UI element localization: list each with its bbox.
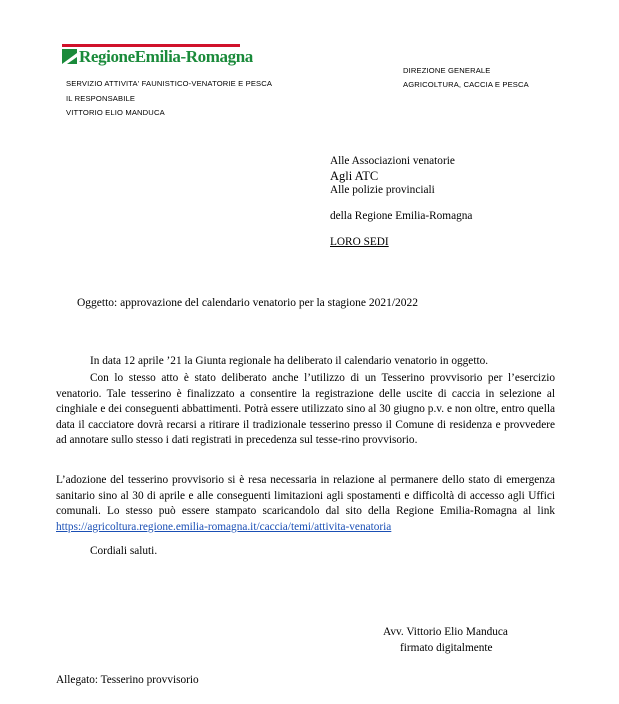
- region-logo-icon: [62, 49, 77, 64]
- header-right-line-1: DIREZIONE GENERALE: [403, 66, 491, 75]
- subject-line: Oggetto: approvazione del calendario venatorio per la stagione 2021/2022: [77, 297, 419, 309]
- header-left-line-1: SERVIZIO ATTIVITA' FAUNISTICO-VENATORIE E PESCA: [66, 79, 273, 88]
- recipient-line-4: della Regione Emilia-Romagna: [330, 210, 473, 222]
- signature-name: Avv. Vittorio Elio Manduca: [383, 626, 508, 638]
- closing-greeting: Cordiali saluti.: [90, 545, 158, 557]
- attachment-line: Allegato: Tesserino provvisorio: [56, 674, 199, 686]
- body-paragraph-3: [56, 473, 555, 535]
- signature-note: firmato digitalmente: [400, 642, 493, 654]
- recipient-line-2: Agli ATC: [330, 169, 379, 183]
- header-left-line-3: VITTORIO ELIO MANDUCA: [66, 108, 165, 117]
- region-logo-text: RegioneEmilia-Romagna: [79, 47, 253, 66]
- body-paragraph-3-text: L’adozione del tesserino provvisorio si è resa necessaria in relazione al permanere dello stato di emergenza sanitario sino al 30 di aprile e alle conseguenti limitazioni agli spostamenti e difficoltà di accesso agli Uffici comunali. Lo stesso può essere stampato scaricandolo dal sito della Regione Emilia-Romagna al link: [56, 474, 555, 517]
- body-paragraph-2: Con lo stesso atto è stato deliberato anche l’utilizzo di un Tesserino provvisorio per l’esercizio venatorio. Tale tesserino è finalizzato a consentire la registrazione delle uscite di caccia in selezione al cinghiale e dei conseguenti abbattimenti. Potrà essere utilizzato sino al 30 giugno p.v. e non oltre, entro quella data il cacciatore dovrà recarsi a ritirare il tradizionale tesserino presso il Comune di residenza e provvedere ad annotare sullo stesso i dati registrati in precedenza sul tesse-rino provvisorio.: [56, 372, 555, 446]
- recipient-loro-sedi: LORO SEDI: [330, 236, 389, 248]
- header-right-line-2: AGRICOLTURA, CACCIA E PESCA: [403, 80, 529, 89]
- hunting-info-link[interactable]: https://agricoltura.regione.emilia-romagna.it/caccia/temi/attivita-venatoria: [56, 520, 392, 533]
- body-paragraph-1: In data 12 aprile ’21 la Giunta regionale ha deliberato il calendario venatorio in oggetto.: [90, 355, 489, 367]
- header-left-line-2: IL RESPONSABILE: [66, 94, 136, 103]
- recipient-line-3: Alle polizie provinciali: [330, 184, 435, 196]
- recipient-line-1: Alle Associazioni venatorie: [330, 155, 455, 167]
